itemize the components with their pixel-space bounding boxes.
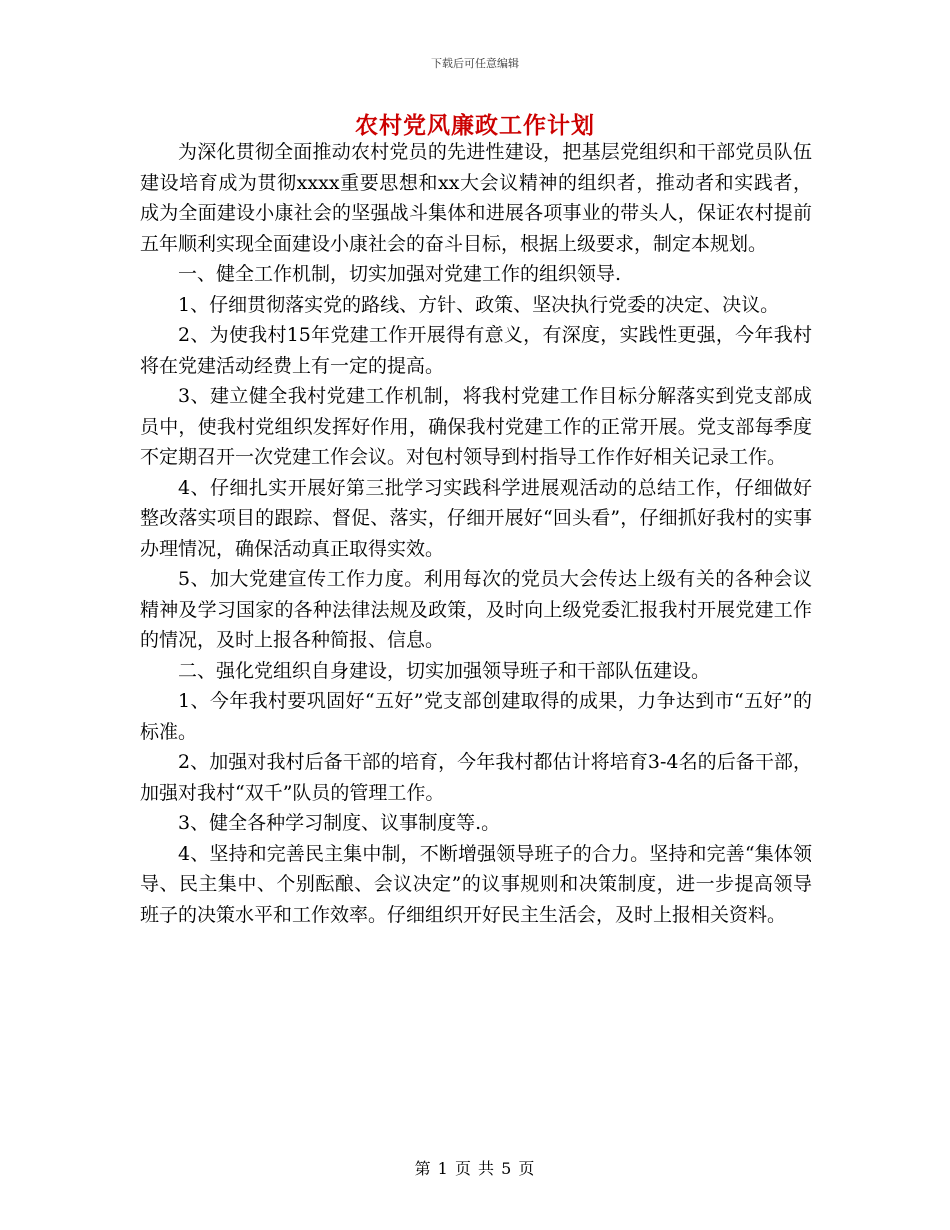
paragraph: 3、建立健全我村党建工作机制，将我村党建工作目标分解落实到党支部成员中，使我村党组织发挥好作用，确保我村党建工作的正常开展。党支部每季度不定期召开一次党建工作会议。对包村领导到村指导工作作好相关记录工作。 <box>140 385 812 468</box>
paragraph: 2、加强对我村后备干部的培育，今年我村都估计将培育3-4名的后备干部，加强对我村“双千”队员的管理工作。 <box>140 751 812 804</box>
paragraph: 1、今年我村要巩固好“五好”党支部创建取得的成果，力争达到市“五好”的标准。 <box>140 690 812 743</box>
paragraph: 2、为使我村15年党建工作开展得有意义，有深度，实践性更强，今年我村将在党建活动经费上有一定的提高。 <box>140 324 812 377</box>
document-body <box>140 137 812 930</box>
header-note: 下载后可任意编辑 <box>431 57 519 70</box>
paragraph: 1、仔细贯彻落实党的路线、方针、政策、坚决执行党委的决定、决议。 <box>178 293 780 316</box>
paragraph: 二、强化党组织自身建设，切实加强领导班子和干部队伍建设。 <box>178 659 711 682</box>
paragraph: 5、加大党建宣传工作力度。利用每次的党员大会传达上级有关的各种会议精神及学习国家的各种法律法规及政策，及时向上级党委汇报我村开展党建工作的情况，及时上报各种简报、信息。 <box>140 568 812 651</box>
paragraph: 为深化贯彻全面推动农村党员的先进性建设，把基层党组织和干部党员队伍建设培育成为贯彻xxxx重要思想和xx大会议精神的组织者，推动者和实践者，成为全面建设小康社会的坚强战斗集体和进展各项事业的带头人，保证农村提前五年顺利实现全面建设小康社会的奋斗目标，根据上级要求，制定本规划。 <box>140 141 812 255</box>
paragraph: 4、仔细扎实开展好第三批学习实践科学进展观活动的总结工作，仔细做好整改落实项目的跟踪、督促、落实，仔细开展好“回头看”，仔细抓好我村的实事办理情况，确保活动真正取得实效。 <box>140 476 812 560</box>
paragraph: 一、健全工作机制，切实加强对党建工作的组织领导. <box>178 263 622 285</box>
page-footer: 第 1 页 共 5 页 <box>414 1159 536 1178</box>
paragraph: 3、健全各种学习制度、议事制度等.。 <box>178 812 501 834</box>
document-title: 农村党风廉政工作计划 <box>355 112 595 139</box>
paragraph: 4、坚持和完善民主集中制，不断增强领导班子的合力。坚持和完善“集体领导、民主集中、个别酝酿、会议决定”的议事规则和决策制度，进一步提高领导班子的决策水平和工作效率。仔细组织开好民主生活会，及时上报相关资料。 <box>140 842 812 926</box>
